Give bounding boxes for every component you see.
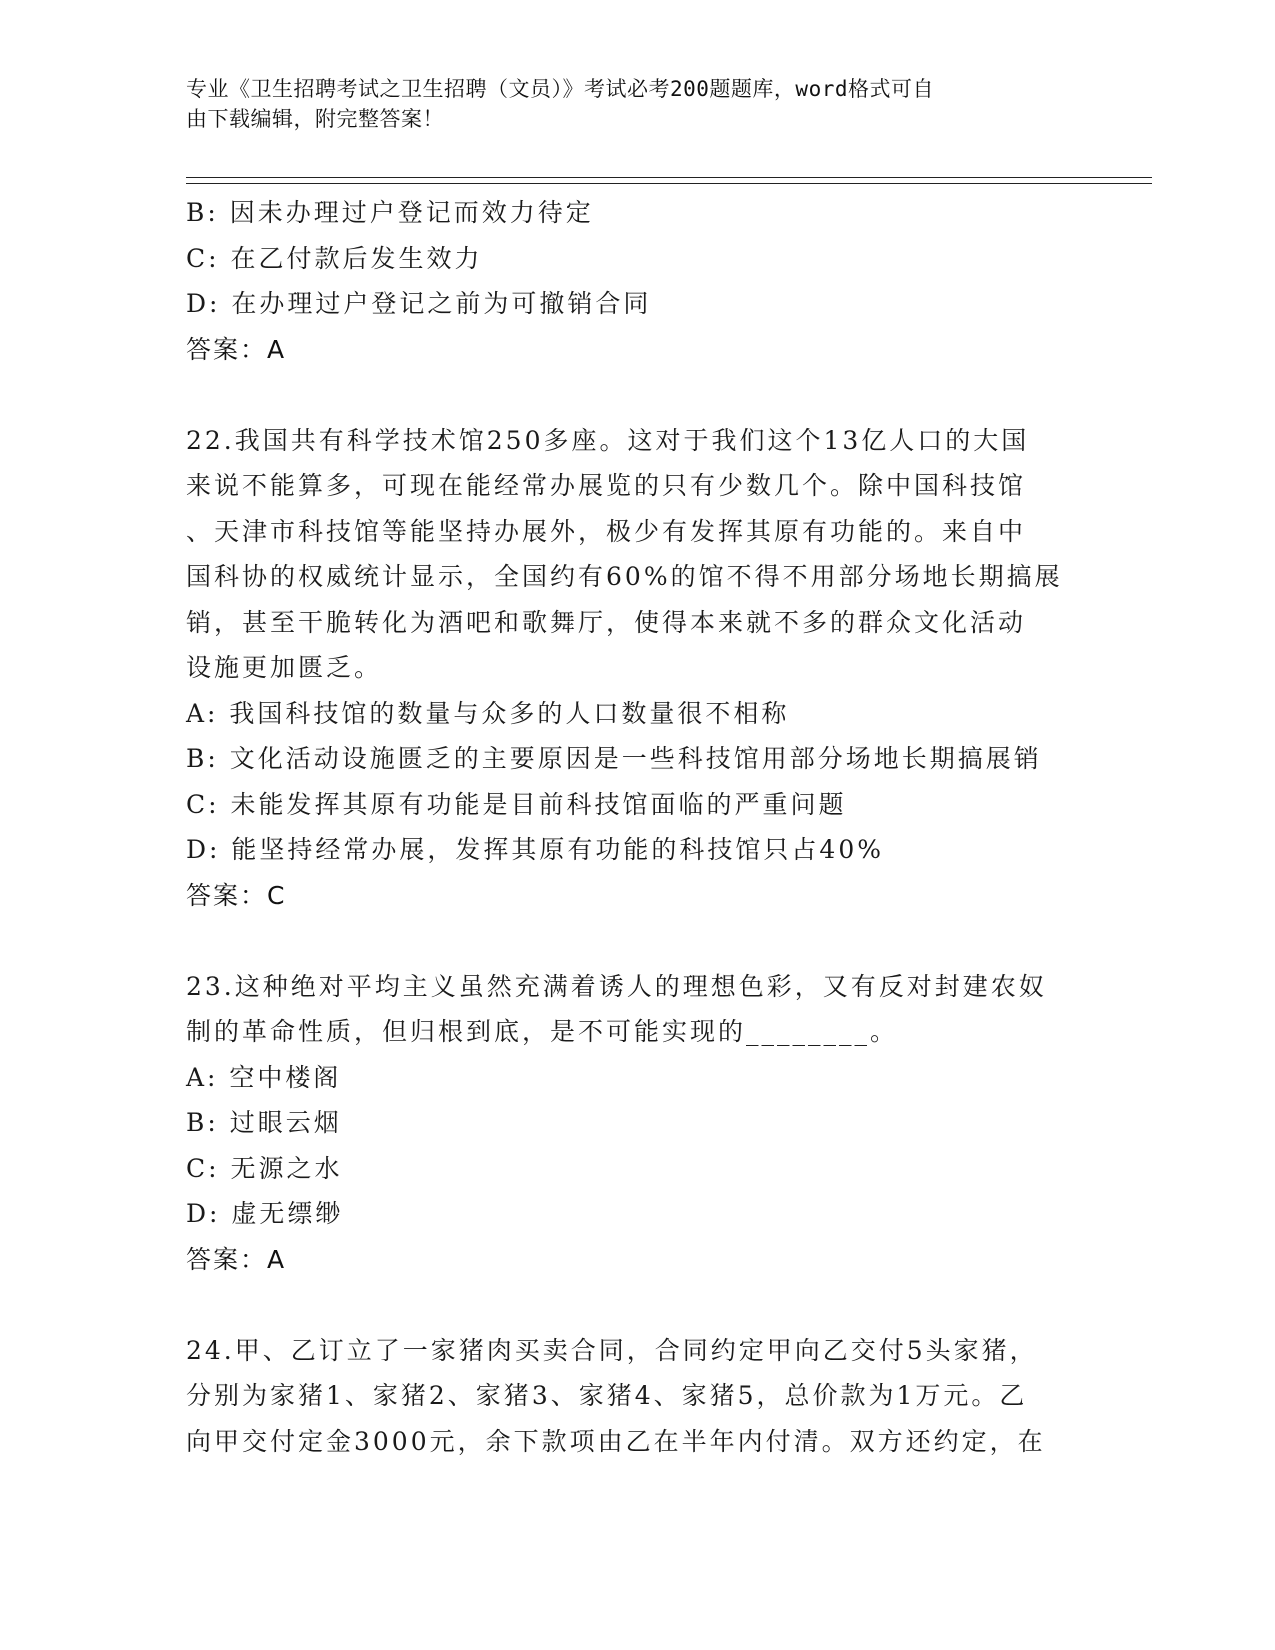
option-d: D: 在办理过户登记之前为可撤销合同	[186, 289, 652, 318]
option-d: D: 虚无缥缈	[186, 1199, 344, 1228]
answer-label: 答案：C	[186, 880, 287, 910]
spacer	[186, 372, 1086, 418]
option-c: C: 未能发挥其原有功能是目前科技馆面临的严重问题	[186, 789, 847, 819]
header-rule-top	[186, 177, 1152, 178]
question-22	[186, 418, 1086, 919]
document-body	[186, 190, 1086, 1464]
question-stem-line: 销，甚至干脆转化为酒吧和歌舞厅，使得本来就不多的群众文化活动	[186, 607, 1027, 637]
option-b: B: 过眼云烟	[186, 1108, 342, 1137]
option-b: B: 文化活动设施匮乏的主要原因是一些科技馆用部分场地长期搞展销	[186, 744, 1042, 773]
option-b: B: 因未办理过户登记而效力待定	[186, 198, 594, 227]
spacer	[186, 1282, 1086, 1328]
option-c: C: 无源之水	[186, 1153, 343, 1183]
header-line-2: 由下载编辑，附完整答案！	[186, 107, 444, 131]
question-stem-line: 23.这种绝对平均主义虽然充满着诱人的理想色彩，又有反对封建农奴	[186, 971, 1047, 1001]
spacer	[186, 918, 1086, 964]
question-stem-line: 24.甲、乙订立了一家猪肉买卖合同，合同约定甲向乙交付5头家猪，	[186, 1335, 1038, 1365]
question-21-tail	[186, 190, 1086, 372]
question-stem-line: 设施更加匮乏。	[186, 653, 383, 682]
question-23	[186, 964, 1086, 1283]
question-stem-line: 22.我国共有科学技术馆250多座。这对于我们这个13亿人口的大国	[186, 425, 1030, 455]
document-header	[186, 74, 1066, 134]
question-stem-line: 国科协的权威统计显示，全国约有60%的馆不得不用部分场地长期搞展	[186, 562, 1063, 591]
answer-label: 答案：A	[186, 334, 287, 364]
question-24	[186, 1328, 1086, 1465]
question-stem-line: 分别为家猪1、家猪2、家猪3、家猪4、家猪5，总价款为1万元。乙	[186, 1381, 1028, 1410]
header-rule-bottom	[186, 183, 1152, 184]
option-a: A: 空中楼阁	[186, 1062, 342, 1092]
question-stem-line: 制的革命性质，但归根到底，是不可能实现的________。	[186, 1017, 899, 1046]
option-c: C: 在乙付款后发生效力	[186, 243, 483, 273]
question-stem-line: 、天津市科技馆等能坚持办展外，极少有发挥其原有功能的。来自中	[186, 516, 1027, 546]
option-a: A: 我国科技馆的数量与众多的人口数量很不相称	[186, 698, 790, 728]
option-d: D: 能坚持经常办展，发挥其原有功能的科技馆只占40%	[186, 835, 884, 864]
question-stem-line: 向甲交付定金3000元，余下款项由乙在半年内付清。双方还约定，在	[186, 1426, 1046, 1456]
question-stem-line: 来说不能算多，可现在能经常办展览的只有少数几个。除中国科技馆	[186, 471, 1027, 500]
answer-label: 答案：A	[186, 1244, 287, 1274]
header-line-1: 专业《卫生招聘考试之卫生招聘（文员）》考试必考200题题库，word格式可自	[186, 77, 934, 101]
